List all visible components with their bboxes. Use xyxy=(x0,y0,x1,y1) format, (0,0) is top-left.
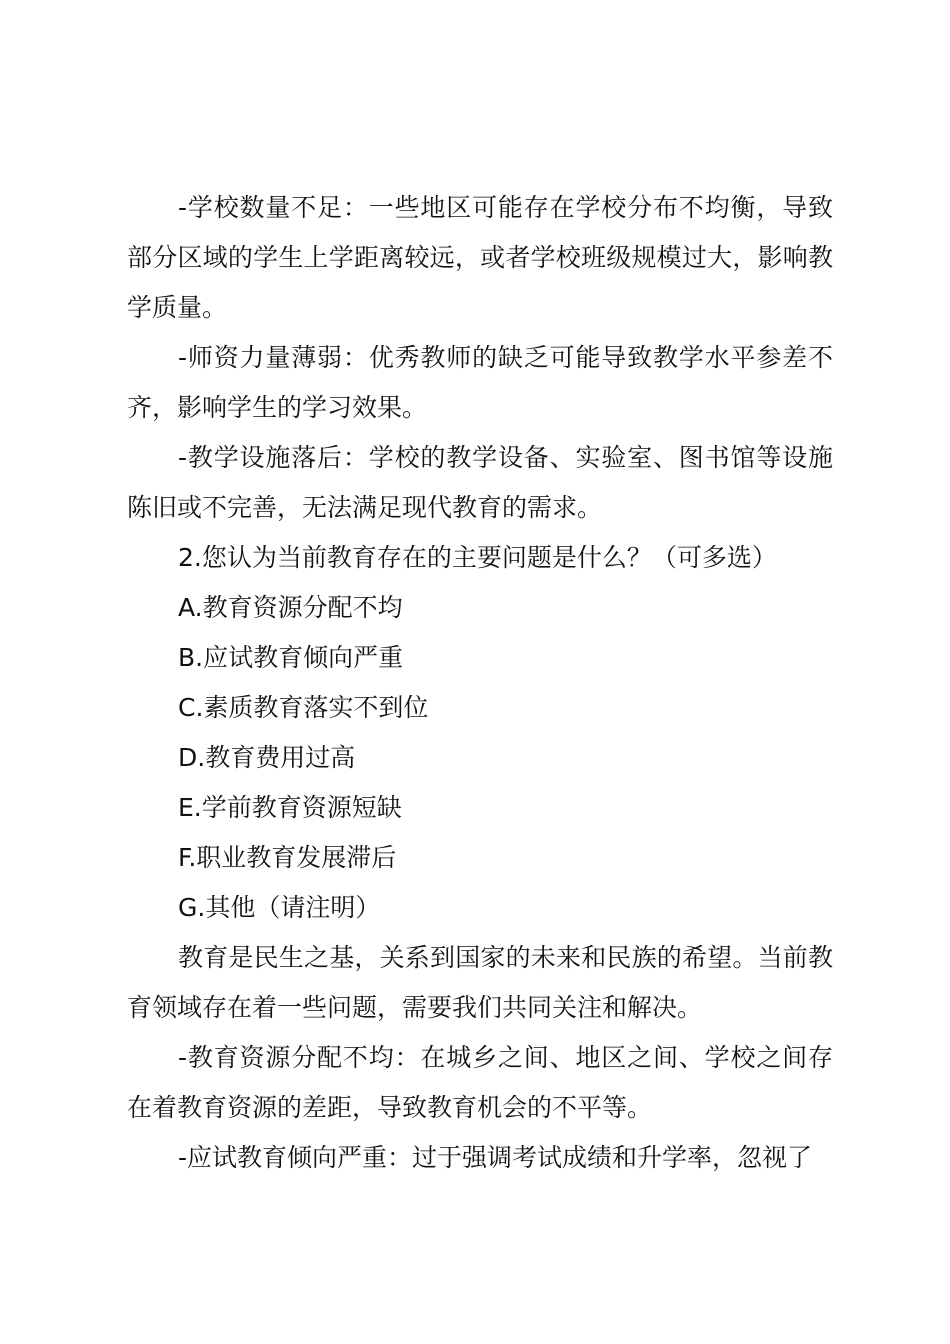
option-f: F.职业教育发展滞后 xyxy=(178,843,397,872)
option-e: E.学前教育资源短缺 xyxy=(178,793,402,822)
document-body xyxy=(127,183,833,1183)
paragraph-school-shortage: -学校数量不足：一些地区可能存在学校分布不均衡，导致部分区域的学生上学距离较远，或者学校班级规模过大，影响教学质量。 xyxy=(127,193,833,322)
question-2: 2.您认为当前教育存在的主要问题是什么？（可多选） xyxy=(178,543,777,572)
option-b: B.应试教育倾向严重 xyxy=(178,643,404,672)
paragraph-intro: 教育是民生之基，关系到国家的未来和民族的希望。当前教育领域存在着一些问题，需要我们共同关注和解决。 xyxy=(127,943,833,1022)
option-g: G.其他（请注明） xyxy=(178,893,381,922)
paragraph-exam-oriented: -应试教育倾向严重：过于强调考试成绩和升学率，忽视了 xyxy=(178,1143,813,1172)
paragraph-unequal-resources: -教育资源分配不均：在城乡之间、地区之间、学校之间存在着教育资源的差距，导致教育机会的不平等。 xyxy=(127,1043,833,1122)
option-c: C.素质教育落实不到位 xyxy=(178,693,429,722)
option-a: A.教育资源分配不均 xyxy=(178,593,403,622)
paragraph-weak-teachers: -师资力量薄弱：优秀教师的缺乏可能导致教学水平参差不齐，影响学生的学习效果。 xyxy=(127,343,833,422)
paragraph-outdated-facilities: -教学设施落后：学校的教学设备、实验室、图书馆等设施陈旧或不完善，无法满足现代教育的需求。 xyxy=(127,443,833,522)
option-d: D.教育费用过高 xyxy=(178,743,356,772)
